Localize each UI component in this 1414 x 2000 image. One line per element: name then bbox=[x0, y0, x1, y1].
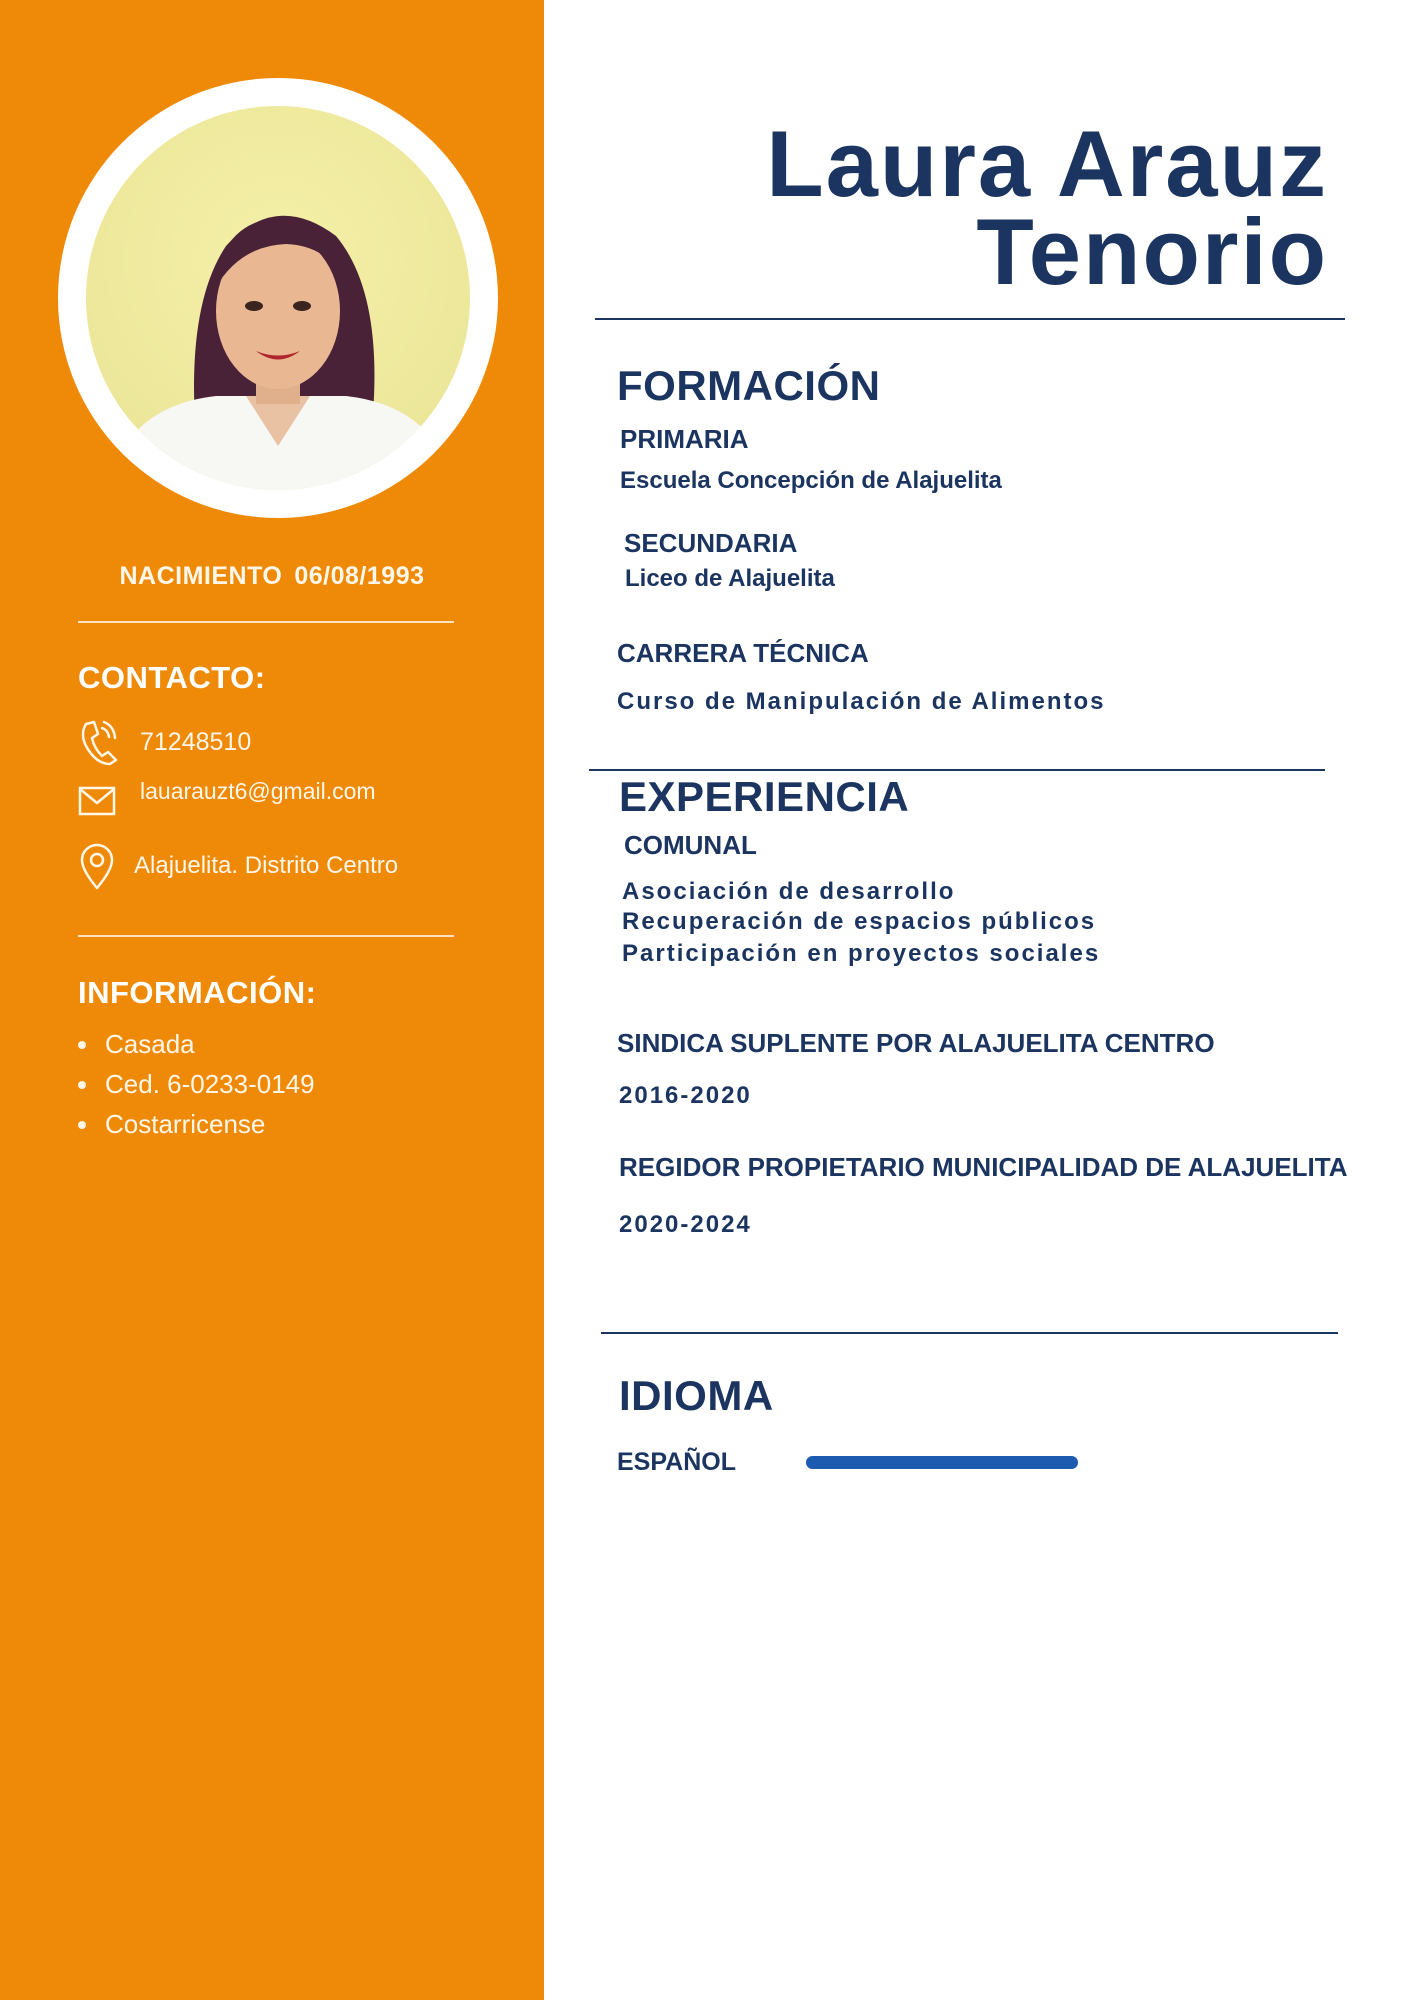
profile-photo bbox=[86, 106, 470, 490]
phone-icon bbox=[78, 718, 118, 766]
location-pin-icon bbox=[78, 842, 116, 890]
secundaria-label: SECUNDARIA bbox=[624, 528, 798, 558]
job-title: REGIDOR PROPIETARIO MUNICIPALIDAD DE ALAJUELITA bbox=[619, 1152, 1348, 1182]
header-divider bbox=[595, 318, 1345, 320]
info-item: Ced. 6-0233-0149 bbox=[78, 1064, 315, 1104]
section-divider bbox=[601, 1332, 1338, 1334]
primaria-label: PRIMARIA bbox=[620, 424, 749, 454]
job-title: SINDICA SUPLENTE POR ALAJUELITA CENTRO bbox=[617, 1028, 1215, 1058]
section-divider bbox=[589, 769, 1325, 771]
comunal-item: Participación en proyectos sociales bbox=[622, 940, 1101, 967]
profile-photo-frame bbox=[58, 78, 498, 518]
idioma-heading: IDIOMA bbox=[619, 1372, 774, 1419]
primaria-school: Escuela Concepción de Alajuelita bbox=[620, 467, 1002, 494]
experiencia-heading: EXPERIENCIA bbox=[619, 773, 910, 820]
carrera-label: CARRERA TÉCNICA bbox=[617, 638, 869, 668]
address-text: Alajuelita. Distrito Centro bbox=[134, 852, 399, 879]
contact-phone[interactable] bbox=[78, 718, 251, 766]
birth-date bbox=[0, 562, 544, 591]
email-address: lauarauzt6@gmail.com bbox=[140, 777, 376, 804]
contact-email[interactable] bbox=[78, 777, 376, 816]
name-line-2: Tenorio bbox=[976, 199, 1328, 304]
job-period: 2020-2024 bbox=[619, 1211, 752, 1238]
language-name: ESPAÑOL bbox=[617, 1448, 736, 1476]
formacion-heading: FORMACIÓN bbox=[617, 362, 881, 409]
phone-number: 71248510 bbox=[140, 727, 252, 756]
sidebar bbox=[0, 0, 544, 2000]
comunal-item: Recuperación de espacios públicos bbox=[622, 908, 1097, 935]
info-item: Casada bbox=[78, 1024, 315, 1064]
comunal-label: COMUNAL bbox=[624, 830, 757, 860]
language-level-fill bbox=[806, 1456, 1078, 1469]
contact-address[interactable] bbox=[78, 842, 398, 890]
birth-value: 06/08/1993 bbox=[294, 562, 425, 590]
language-level-bar bbox=[806, 1456, 1078, 1469]
contact-heading: CONTACTO: bbox=[78, 660, 266, 695]
candidate-name bbox=[766, 111, 1328, 304]
comunal-item: Asociación de desarrollo bbox=[622, 878, 956, 905]
info-heading: INFORMACIÓN: bbox=[78, 975, 317, 1010]
sidebar-divider bbox=[78, 621, 454, 623]
info-item: Costarricense bbox=[78, 1104, 315, 1144]
name-line-1: Laura Arauz bbox=[766, 111, 1328, 216]
info-list bbox=[78, 1024, 315, 1144]
carrera-course: Curso de Manipulación de Alimentos bbox=[617, 688, 1106, 715]
sidebar-divider bbox=[78, 935, 454, 937]
job-period: 2016-2020 bbox=[619, 1082, 752, 1109]
mail-icon bbox=[78, 786, 116, 816]
birth-label: NACIMIENTO bbox=[119, 562, 283, 590]
secundaria-school: Liceo de Alajuelita bbox=[625, 565, 835, 592]
